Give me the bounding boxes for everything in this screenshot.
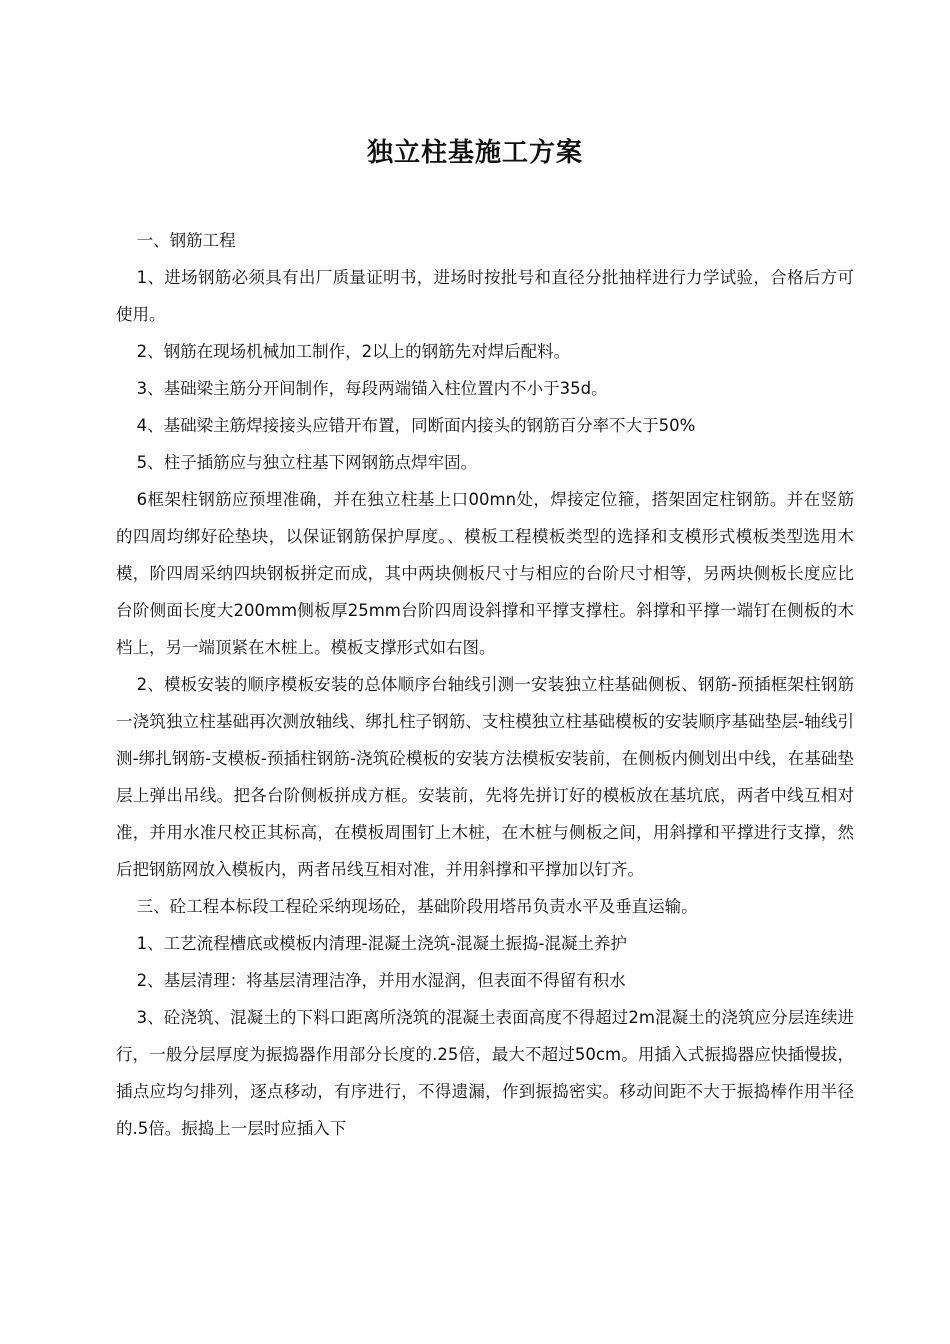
paragraph-concrete-2: 2、基层清理：将基层清理洁净，并用水湿润，但表面不得留有积水 [136, 971, 626, 990]
paragraph-formwork-2: 2、模板安装的顺序模板安装的总体顺序台轴线引测一安装独立柱基础侧板、钢筋-预插框架柱钢筋一浇筑独立柱基础再次测放轴线、绑扎柱子钢筋、支柱模独立柱基础模板的安装顺序基础垫层-轴线引测-绑扎钢筋-支模板-预插柱钢筋-浇筑砼模板的安装方法模板安装前，在侧板内侧划出中线，在基础垫层上弹出吊线。把各台阶侧板拼成方框。安装前，先将先拼订好的模板放在基坑底，两者中线互相对准，并用水准尺校正其标高，在模板周围钉上木桩，在木桩与侧板之间，用斜撑和平撑进行支撑，然后把钢筋网放入模板内，两者吊线互相对准，并用斜撑和平撑加以钉齐。 [116, 675, 854, 879]
document-body [116, 222, 854, 1147]
paragraph-rebar-4: 4、基础梁主筋焊接接头应错开布置，同断面内接头的钢筋百分率不大于50% [136, 416, 696, 435]
section-heading-rebar: 一、钢筋工程 [136, 231, 236, 250]
paragraph-rebar-3: 3、基础梁主筋分开间制作，每段两端锚入柱位置内不小于35d。 [136, 379, 608, 398]
document-title: 独立柱基施工方案 [366, 138, 583, 168]
paragraph-concrete-1: 1、工艺流程槽底或模板内清理-混凝土浇筑-混凝土振捣-混凝土养护 [136, 934, 627, 953]
paragraph-concrete-3: 3、砼浇筑、混凝土的下料口距离所浇筑的混凝土表面高度不得超过2m混凝土的浇筑应分层连续进行，一般分层厚度为振捣器作用部分长度的.25倍，最大不超过50cm。用插入式振捣器应快插慢拔，插点应均匀排列，逐点移动，有序进行，不得遗漏，作到振捣密实。移动间距不大于振捣棒作用半径的.5倍。振捣上一层时应插入下 [116, 1008, 854, 1138]
paragraph-rebar-5: 5、柱子插筋应与独立柱基下网钢筋点焊牢固。 [136, 453, 478, 472]
section-heading-concrete: 三、砼工程本标段工程砼采纳现场砼，基础阶段用塔吊负责水平及垂直运输。 [136, 897, 698, 916]
paragraph-rebar-2: 2、钢筋在现场机械加工制作，2以上的钢筋先对焊后配料。 [136, 342, 571, 361]
paragraph-rebar-6-formwork: 6框架柱钢筋应预埋准确，并在独立柱基上口00mn处，焊接定位箍，搭架固定柱钢筋。并在竖筋的四周均绑好砼垫块，以保证钢筋保护厚度。、模板工程模板类型的选择和支模形式模板类型选用木模，阶四周采纳四块钢板拼定而成，其中两块侧板尺寸与相应的台阶尺寸相等，另两块侧板长度应比台阶侧面长度大200mm侧板厚25mm台阶四周设斜撑和平撑支撑柱。斜撑和平撑一端钉在侧板的木档上，另一端顶紧在木桩上。模板支撑形式如右图。 [116, 490, 854, 657]
paragraph-rebar-1: 1、进场钢筋必须具有出厂质量证明书，进场时按批号和直径分批抽样进行力学试验，合格后方可使用。 [116, 268, 854, 324]
